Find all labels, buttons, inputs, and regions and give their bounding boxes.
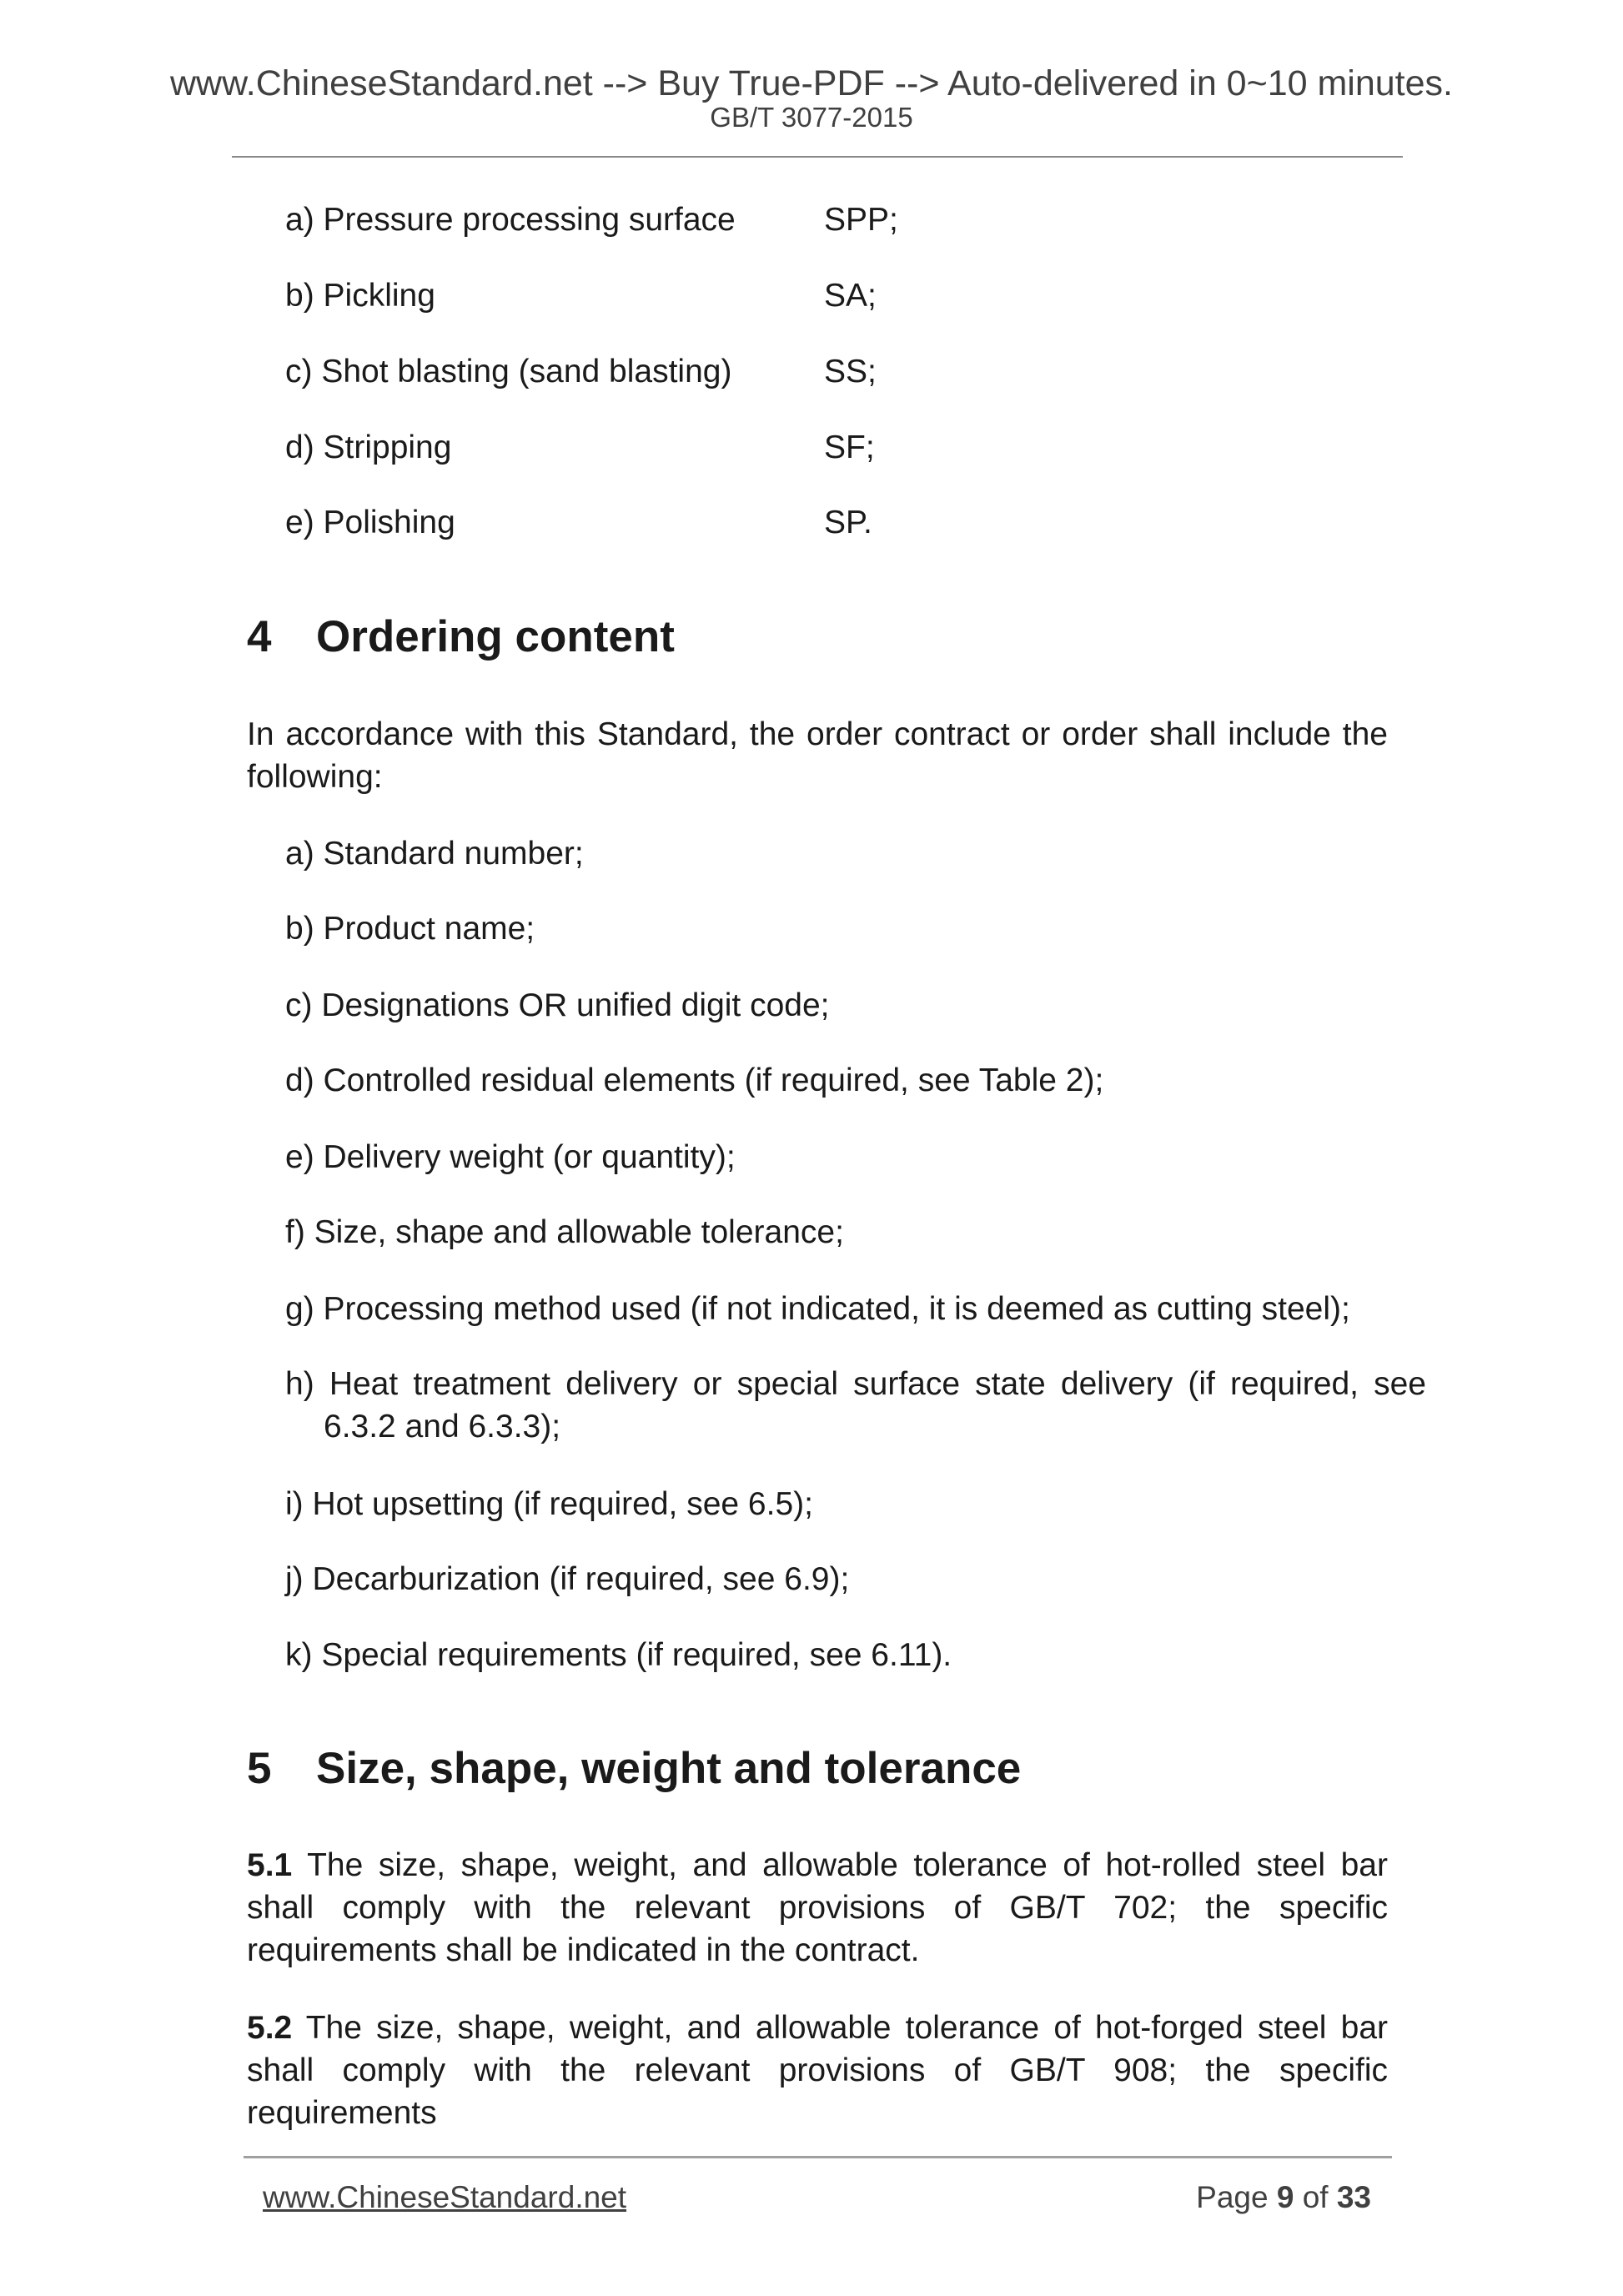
page-current: 9 — [1276, 2180, 1294, 2214]
section-4-title: Ordering content — [316, 612, 675, 661]
footer-divider — [244, 2156, 1392, 2158]
surface-state-code: SF; — [824, 430, 875, 465]
header-divider — [232, 156, 1403, 158]
clause-5-1 — [247, 1844, 1388, 1972]
list-item: g) Processing method used (if not indicated, it is deemed as cutting steel); — [285, 1291, 1350, 1327]
list-item: h) Heat treatment delivery or special surface state delivery (if required, see 6.3.2 and 6.3.3); — [285, 1366, 1426, 1444]
list-item: f) Size, shape and allowable tolerance; — [285, 1214, 844, 1250]
surface-state-label: a) Pressure processing surface — [285, 202, 736, 238]
list-item: c) Designations OR unified digit code; — [285, 987, 830, 1023]
surface-state-code: SP. — [824, 505, 872, 540]
page-total: 33 — [1336, 2180, 1371, 2214]
list-item: e) Delivery weight (or quantity); — [285, 1139, 736, 1175]
clause-number: 5.1 — [247, 1847, 293, 1883]
clause-text: The size, shape, weight, and allowable tolerance of hot-forged steel bar shall comply with the relevant provisions of GB/T 908; the specific requirements — [247, 2010, 1388, 2131]
section-5-number: 5 — [247, 1744, 272, 1793]
list-item: i) Hot upsetting (if required, see 6.5); — [285, 1486, 813, 1522]
page-of: of — [1294, 2180, 1337, 2214]
list-item: j) Decarburization (if required, see 6.9); — [285, 1561, 850, 1597]
list-item: b) Product name; — [285, 911, 535, 947]
surface-state-code: SS; — [824, 354, 877, 389]
page-prefix: Page — [1196, 2180, 1277, 2214]
surface-state-label: b) Pickling — [285, 278, 435, 314]
page-indicator — [1196, 2180, 1371, 2215]
header-banner: www.ChineseStandard.net --> Buy True-PDF --> Auto-delivered in 0~10 minutes. — [169, 63, 1453, 103]
standard-code: GB/T 3077-2015 — [710, 102, 913, 133]
section-4-number: 4 — [247, 612, 272, 661]
clause-number: 5.2 — [247, 2010, 293, 2046]
list-item: d) Controlled residual elements (if required, see Table 2); — [285, 1063, 1104, 1098]
footer-website-link[interactable]: www.ChineseStandard.net — [263, 2180, 627, 2214]
surface-state-label: e) Polishing — [285, 505, 455, 540]
list-item: a) Standard number; — [285, 836, 584, 872]
section-4-intro: In accordance with this Standard, the order contract or order shall include the following: — [247, 716, 1388, 795]
surface-state-label: d) Stripping — [285, 430, 452, 465]
surface-state-label: c) Shot blasting (sand blasting) — [285, 354, 732, 389]
clause-text: The size, shape, weight, and allowable tolerance of hot-rolled steel bar shall comply with the relevant provisions of GB/T 702; the specific requirements shall be indicated in the contract. — [247, 1847, 1388, 1968]
surface-state-code: SA; — [824, 278, 877, 314]
surface-state-code: SPP; — [824, 202, 898, 238]
section-5-title: Size, shape, weight and tolerance — [316, 1744, 1022, 1793]
list-item: k) Special requirements (if required, see 6.11). — [285, 1637, 952, 1673]
clause-5-2 — [247, 2007, 1388, 2134]
